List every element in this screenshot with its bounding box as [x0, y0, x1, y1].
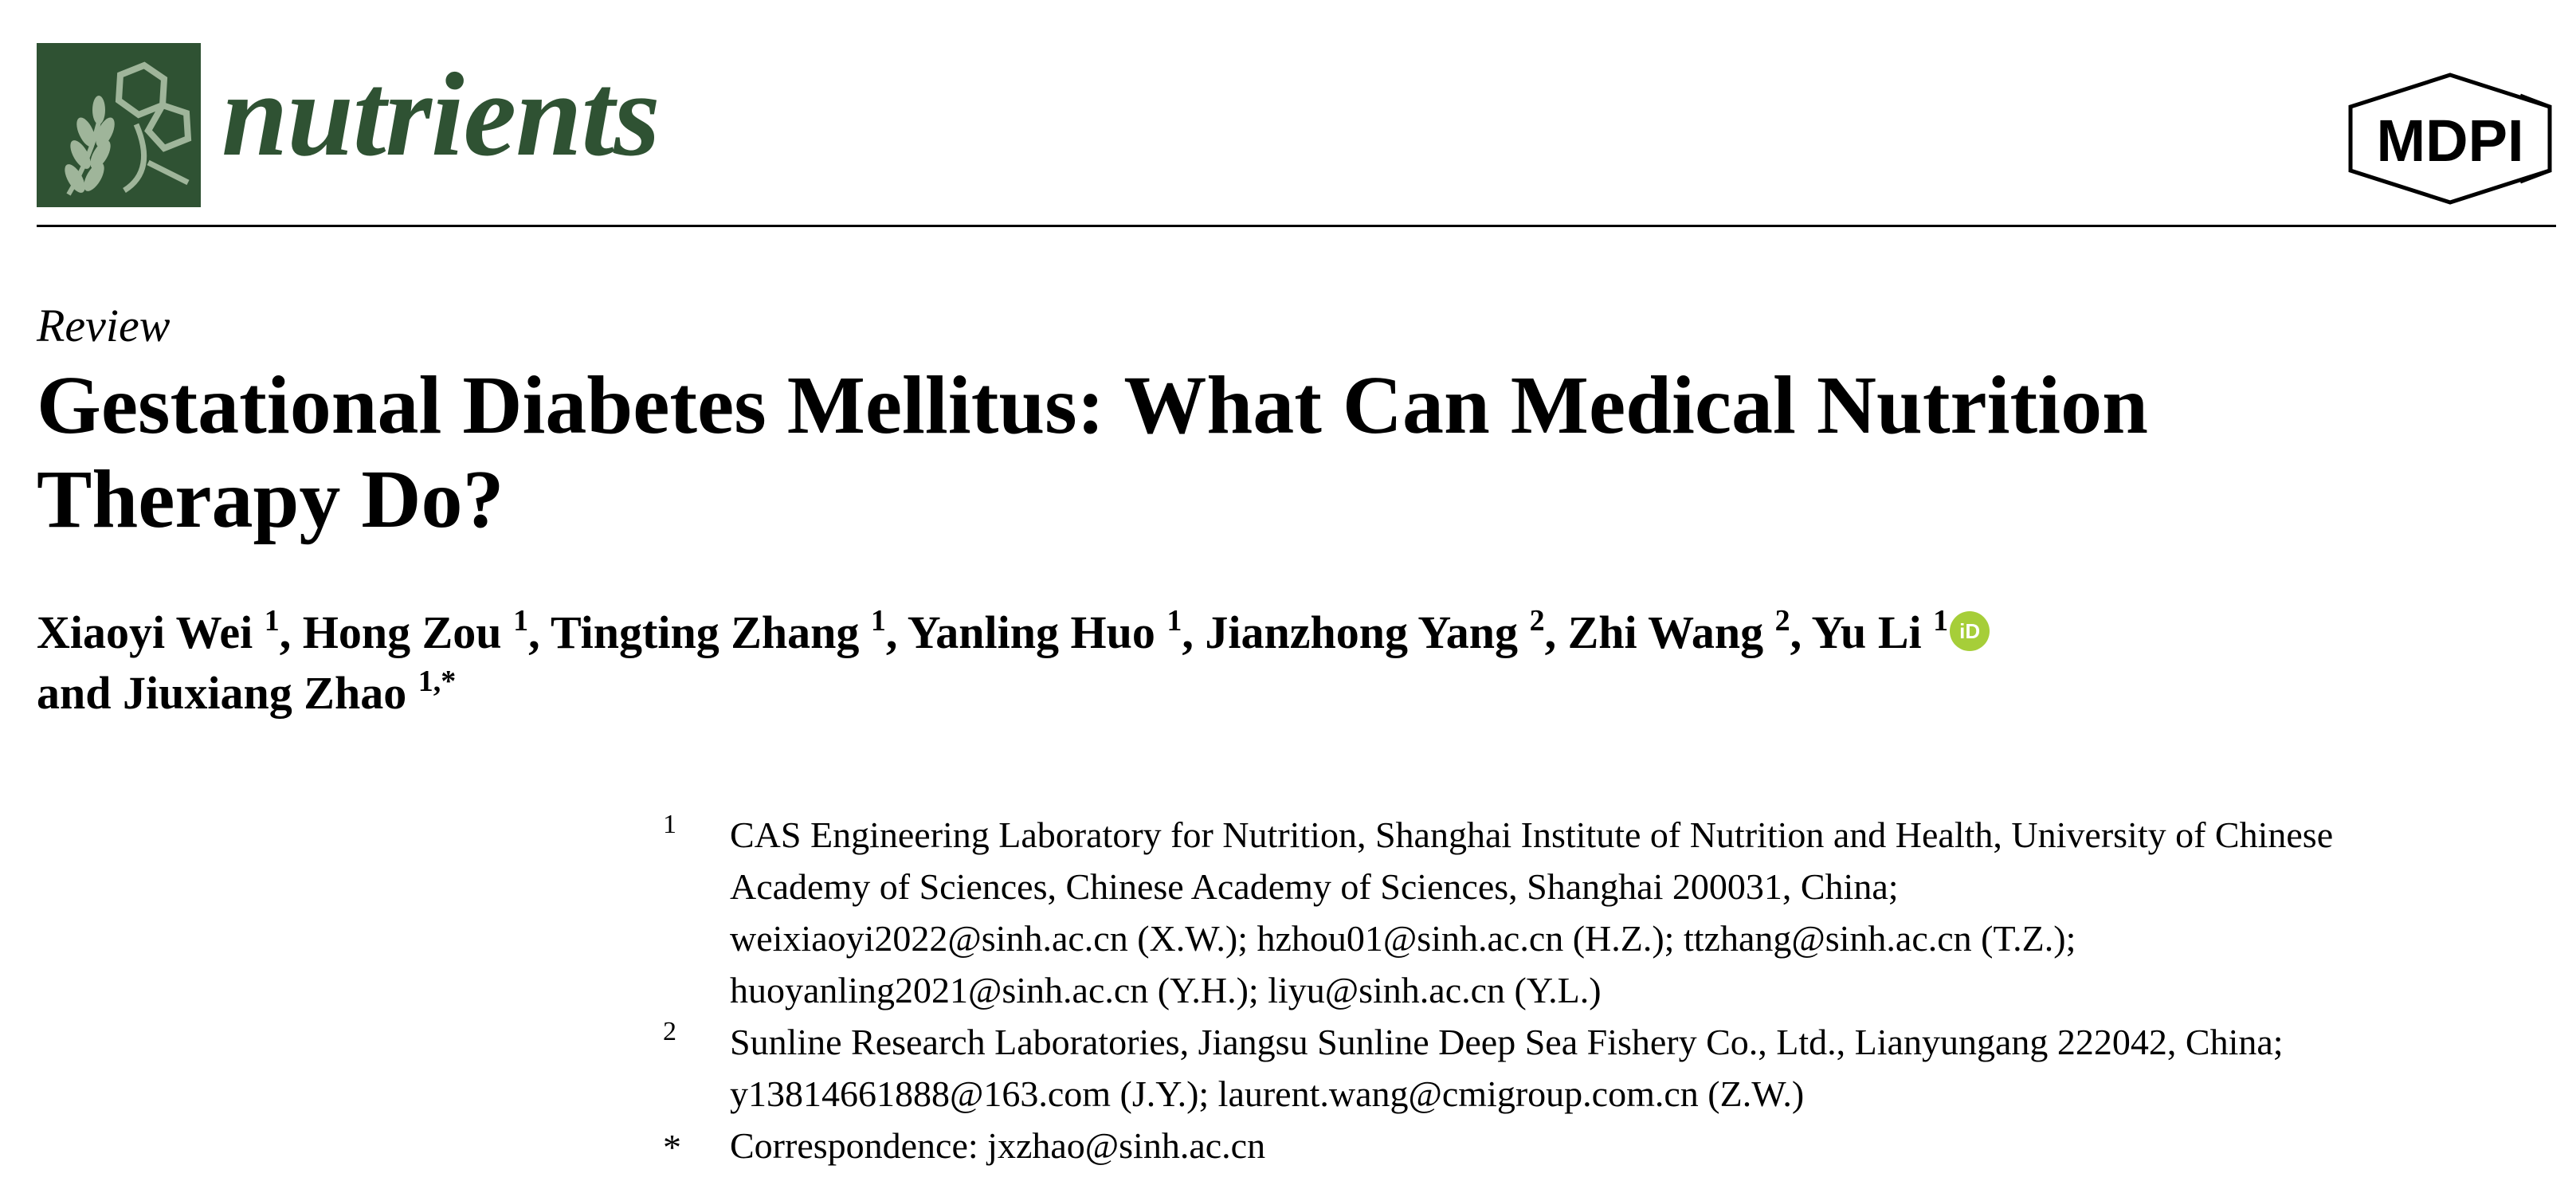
affiliation-line: CAS Engineering Laboratory for Nutrition, Shanghai Institute of Nutrition and Health, University of Chinese: [730, 814, 2334, 855]
author-affiliation-ref: 2: [1774, 604, 1790, 638]
affiliation-item: [663, 1016, 2559, 1120]
journal-logo-icon: [37, 43, 201, 207]
author-affiliation-ref: 1: [1933, 604, 1949, 638]
author-name: Jianzhong Yang: [1205, 606, 1519, 658]
affiliation-line: huoyanling2021@sinh.ac.cn (Y.H.); liyu@sinh.ac.cn (Y.L.): [730, 970, 1602, 1010]
author-name: Tingting Zhang: [551, 606, 860, 658]
correspondence-item: [663, 1120, 2559, 1171]
author-affiliation-ref: 1: [264, 604, 280, 638]
author-name: Hong Zou: [302, 606, 502, 658]
author: [1205, 606, 1544, 658]
affiliation-list: [663, 809, 2559, 1171]
mdpi-logo-icon: [2347, 72, 2554, 206]
author-name: Jiuxiang Zhao: [123, 667, 407, 719]
wheat-molecule-icon: [37, 43, 201, 207]
author: [1568, 606, 1790, 658]
affiliation-line: weixiaoyi2022@sinh.ac.cn (X.W.); hzhou01@sinh.ac.cn (H.Z.); ttzhang@sinh.ac.cn (T.Z.);: [730, 918, 2076, 959]
author-affiliation-ref: 2: [1529, 604, 1545, 638]
orcid-icon[interactable]: iD: [1950, 611, 1990, 651]
mdpi-logo-text: MDPI: [2376, 108, 2524, 174]
affiliation-line: Academy of Sciences, Chinese Academy of Sciences, Shanghai 200031, China;: [730, 866, 1899, 907]
article-title-line: Therapy Do?: [37, 453, 504, 545]
author-affiliation-ref: 1: [513, 604, 529, 638]
author-conjunction: and: [37, 667, 112, 719]
header-divider: [37, 225, 2556, 227]
author-name: Yanling Huo: [907, 606, 1155, 658]
article-title-line: Gestational Diabetes Mellitus: What Can Medical Nutrition: [37, 359, 2148, 451]
correspondence-line: Correspondence: jxzhao@sinh.ac.cn: [730, 1125, 1266, 1166]
author-affiliation-ref: 1,*: [418, 665, 457, 698]
author-list: Xiaoyi Wei $^1$, Hong Zou $^1$, Tingting Zhang $^1$, Yanling Huo $^1$, Jianzhong Yang $^2$, Zhi Wang $^2$, Yu Li $^1$ iD and Jiuxiang Zhao $^{1,*}$: [37, 602, 2554, 724]
correspondence-marker: *: [663, 1127, 681, 1167]
author-name: Yu Li: [1811, 606, 1922, 658]
author: [303, 606, 528, 658]
author: [551, 606, 886, 658]
author: [37, 606, 280, 658]
journal-name: nutrients: [222, 49, 660, 181]
affiliation-item: [663, 809, 2559, 1016]
affiliation-marker: 2: [663, 1017, 676, 1046]
author: [1812, 606, 1990, 658]
author-affiliation-ref: 1: [1166, 604, 1182, 638]
author-name: Zhi Wang: [1567, 606, 1764, 658]
article-title: [37, 359, 2554, 547]
affiliation-marker: 1: [663, 810, 676, 839]
affiliation-line: Sunline Research Laboratories, Jiangsu Sunline Deep Sea Fishery Co., Ltd., Lianyungang 222042, China;: [730, 1022, 2284, 1062]
author: [908, 606, 1182, 658]
author-name: Xiaoyi Wei: [37, 606, 253, 658]
author-affiliation-ref: 1: [870, 604, 886, 638]
affiliation-line: y13814661888@163.com (J.Y.); laurent.wang@cmigroup.com.cn (Z.W.): [730, 1073, 1805, 1114]
article-type: Review: [37, 300, 171, 351]
author: [37, 667, 456, 719]
